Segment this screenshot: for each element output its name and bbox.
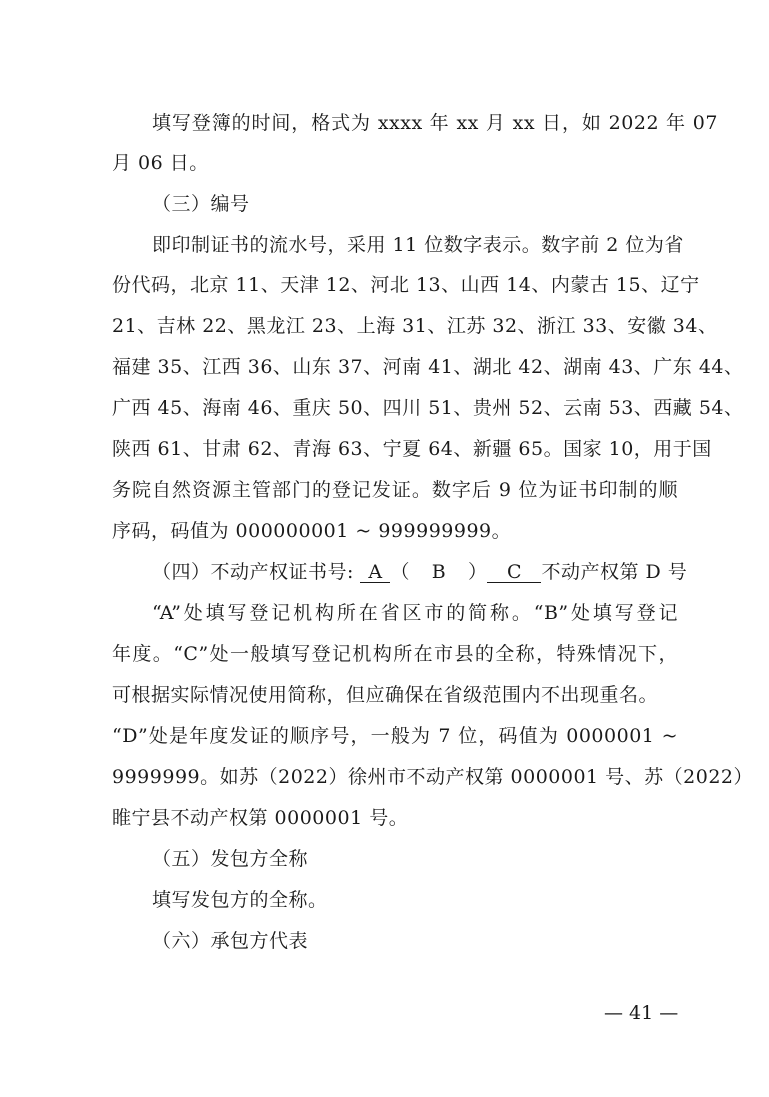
paragraph-line: 9999999。如苏（2022）徐州市不动产权第 0000001 号、苏（2022） (112, 766, 754, 788)
paragraph-line: 年度。“C”处一般填写登记机构所在市县的全称，特殊情况下， (112, 643, 678, 665)
paragraph-line: 份代码，北京 11、天津 12、河北 13、山西 14、内蒙古 15、辽宁 (112, 274, 700, 296)
page-number: — 41 — (604, 1002, 679, 1024)
field-a: A (360, 562, 390, 583)
paragraph-line: 务院自然资源主管部门的登记发证。数字后 9 位为证书印制的顺 (112, 479, 678, 501)
paragraph-line: 月 06 日。 (112, 152, 209, 174)
heading-4-suffix: 不动产权第 D 号 (541, 561, 688, 583)
paragraph-line: 陕西 61、甘肃 62、青海 63、宁夏 64、新疆 65。国家 10，用于国 (112, 438, 712, 460)
paragraph-line: 福建 35、江西 36、山东 37、河南 41、湖北 42、湖南 43、广东 44、 (112, 356, 744, 378)
paragraph-line: 可根据实际情况使用简称，但应确保在省级范围内不出现重名。 (112, 684, 659, 706)
section-heading-3: （三）编号 (152, 193, 250, 215)
paragraph-line: 填写发包方的全称。 (152, 889, 328, 911)
section-heading-4 (152, 560, 687, 584)
section-heading-6: （六）承包方代表 (152, 930, 309, 952)
paragraph-line: 睢宁县不动产权第 0000001 号。 (112, 807, 409, 829)
paragraph-line: 21、吉林 22、黑龙江 23、上海 31、江苏 32、浙江 33、安徽 34、 (112, 315, 718, 337)
paren-open: （ (390, 561, 410, 583)
field-c: C (487, 562, 541, 583)
paragraph-line: “D”处是年度发证的顺序号，一般为 7 位，码值为 0000001 ~ (112, 725, 678, 747)
paragraph-line: 即印制证书的流水号，采用 11 位数字表示。数字前 2 位为省 (152, 234, 684, 256)
paragraph-line: 填写登簿的时间，格式为 xxxx 年 xx 月 xx 日，如 2022 年 07 (152, 112, 718, 134)
field-b: B (431, 561, 447, 583)
heading-4-prefix: （四）不动产权证书号: (152, 561, 361, 583)
paren-close: ） (467, 561, 488, 583)
paragraph-line: “A”处填写登记机构所在省区市的简称。“B”处填写登记 (152, 602, 678, 624)
paragraph-line: 广西 45、海南 46、重庆 50、四川 51、贵州 52、云南 53、西藏 54、 (112, 397, 744, 419)
section-heading-5: （五）发包方全称 (152, 848, 309, 870)
paragraph-line: 序码，码值为 000000001 ~ 999999999。 (112, 520, 512, 542)
